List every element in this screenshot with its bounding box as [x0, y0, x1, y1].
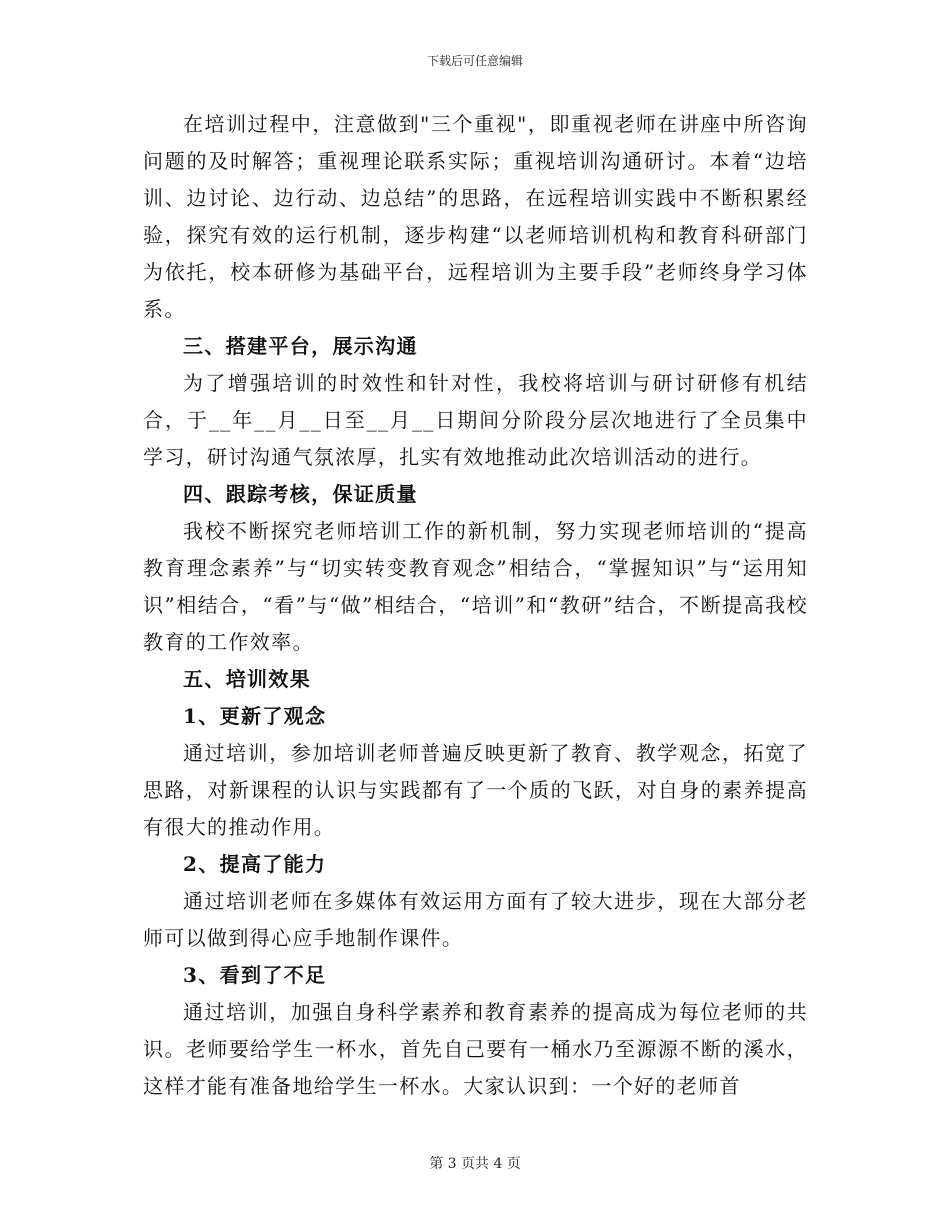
paragraph: 在培训过程中，注意做到"三个重视"，即重视老师在讲座中所咨询问题的及时解答；重视理论联系实际；重视培训沟通研讨。本着“边培训、边讨论、边行动、边总结”的思路，在远程培训实践中不断积累经验，探究有效的运行机制，逐步构建“以老师培训机构和教育科研部门为依托，校本研修为基础平台，远程培训为主要手段”老师终身学习体系。 [143, 112, 808, 321]
paragraph: 为了增强培训的时效性和针对性，我校将培训与研讨研修有机结合，于__年__月__日至__月__日期间分阶段分层次地进行了全员集中学习，研讨沟通气氛浓厚，扎实有效地推动此次培训活动的进行。 [143, 371, 808, 469]
subsection-heading: 3、看到了不足 [183, 963, 327, 987]
section-heading: 五、培训效果 [183, 667, 312, 691]
paragraph: 我校不断探究老师培训工作的新机制，努力实现老师培训的“提高教育理念素养”与“切实转变教育观念”相结合，“掌握知识”与“运用知识”相结合，“看”与“做”相结合，“培训”和“教研”结合，不断提高我校教育的工作效率。 [143, 519, 808, 654]
page-footer: 第 3 页共 4 页 [429, 1156, 521, 1172]
section-heading: 四、跟踪考核，保证质量 [183, 482, 418, 506]
page-header: 下载后可任意编辑 [426, 54, 523, 68]
subsection-heading: 2、提高了能力 [183, 852, 327, 876]
section-heading: 三、搭建平台，展示沟通 [183, 334, 418, 358]
paragraph: 通过培训老师在多媒体有效运用方面有了较大进步，现在大部分老师可以做到得心应手地制作课件。 [143, 889, 808, 950]
paragraph: 通过培训，参加培训老师普遍反映更新了教育、教学观念，拓宽了思路，对新课程的认识与实践都有了一个质的飞跃，对自身的素养提高有很大的推动作用。 [143, 741, 808, 839]
document-body [143, 106, 808, 1105]
subsection-heading: 1、更新了观念 [183, 704, 327, 728]
paragraph: 通过培训，加强自身科学素养和教育素养的提高成为每位老师的共识。老师要给学生一杯水，首先自己要有一桶水乃至源源不断的溪水，这样才能有准备地给学生一杯水。大家认识到：一个好的老师首 [143, 1000, 808, 1098]
